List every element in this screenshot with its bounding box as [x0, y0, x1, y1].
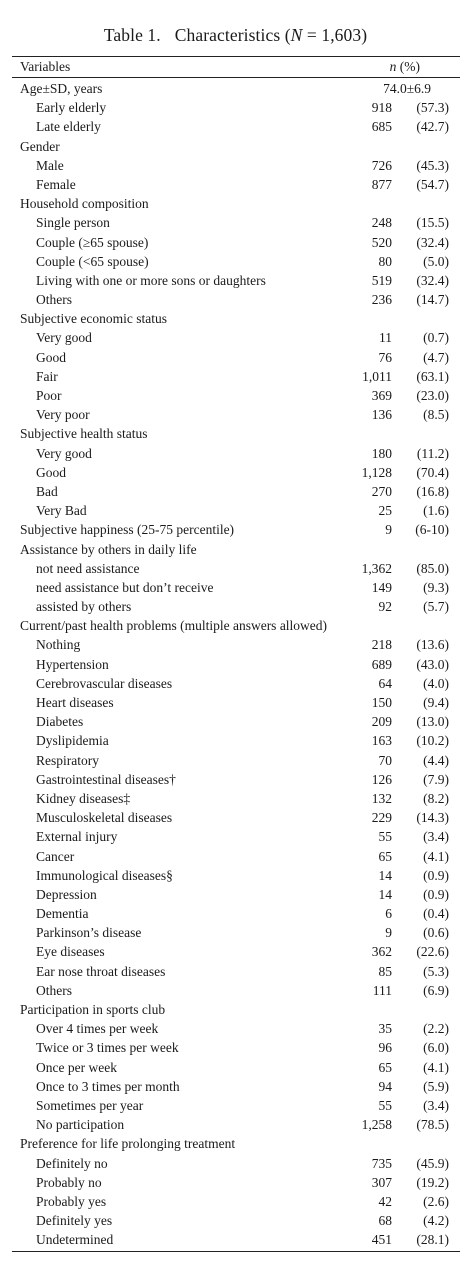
- row-percent: (2.2): [423, 1021, 449, 1037]
- row-label: Male: [36, 157, 64, 173]
- table-row: [12, 98, 460, 117]
- row-count: 236: [371, 292, 392, 308]
- row-count: 35: [378, 1021, 392, 1037]
- row-count: 132: [371, 790, 392, 806]
- row-percent: (45.3): [416, 157, 449, 173]
- row-count: 65: [378, 1059, 392, 1075]
- table-row: [12, 213, 460, 232]
- row-count: 307: [371, 1174, 392, 1190]
- row-label: Cerebrovascular diseases: [36, 675, 173, 691]
- row-percent: (14.3): [416, 810, 449, 826]
- table-row: [12, 444, 460, 463]
- row-label: Dyslipidemia: [36, 733, 109, 749]
- row-count: 136: [371, 407, 392, 423]
- row-label: Ear nose throat diseases: [36, 963, 166, 979]
- row-count: 76: [378, 349, 392, 365]
- row-label: External injury: [36, 829, 118, 845]
- row-count: 92: [378, 599, 392, 615]
- row-label: Poor: [36, 388, 62, 403]
- row-percent: (13.0): [416, 714, 449, 730]
- row-count: 14: [378, 886, 392, 902]
- table-row: [12, 482, 460, 501]
- row-percent: (85.0): [416, 560, 449, 576]
- row-mean-sd: 74.0±6.9: [383, 81, 431, 96]
- row-percent: (4.7): [423, 349, 449, 365]
- row-percent: (42.7): [416, 119, 449, 135]
- caption-n-value: = 1,603): [302, 25, 368, 45]
- table-row: [12, 655, 460, 674]
- row-label: Hypertension: [36, 656, 109, 672]
- table-number: Table 1.: [103, 25, 161, 45]
- row-label: Age±SD, years: [20, 81, 103, 96]
- table-row: [12, 1096, 460, 1115]
- row-percent: (78.5): [416, 1117, 449, 1133]
- row-label: Good: [36, 349, 66, 365]
- row-count: 150: [371, 695, 392, 710]
- table-row: [12, 1115, 460, 1134]
- row-label: Current/past health problems (multiple answers allowed): [20, 618, 328, 634]
- table-group-row: [12, 616, 460, 635]
- row-label: Twice or 3 times per week: [36, 1040, 179, 1056]
- row-label: Depression: [36, 886, 97, 902]
- row-label: Household composition: [20, 196, 149, 212]
- table-row: [12, 1058, 460, 1077]
- table-row: [12, 808, 460, 827]
- row-count: 735: [371, 1155, 392, 1171]
- row-label: Early elderly: [36, 100, 107, 116]
- row-label: Nothing: [36, 637, 81, 653]
- row-label: assisted by others: [36, 599, 132, 615]
- row-count: 6: [385, 906, 392, 922]
- row-count: 689: [371, 656, 392, 672]
- header-pct-symbol: (%): [396, 59, 420, 74]
- row-count: 42: [378, 1193, 392, 1209]
- row-label: Definitely yes: [36, 1213, 113, 1229]
- row-label: Respiratory: [36, 752, 99, 768]
- row-count: 126: [371, 771, 392, 787]
- row-count: 520: [371, 234, 392, 250]
- row-percent: (54.7): [416, 176, 449, 192]
- row-percent: (3.4): [423, 829, 449, 845]
- row-count: 209: [371, 714, 392, 730]
- row-percent: (3.4): [423, 1097, 449, 1113]
- row-label: Immunological diseases§: [36, 867, 173, 883]
- caption-text: Characteristics (: [174, 25, 291, 45]
- row-count: 451: [371, 1232, 392, 1248]
- row-label: Diabetes: [36, 714, 84, 730]
- row-count: 85: [378, 963, 392, 979]
- row-count: 163: [371, 733, 392, 749]
- table-row: [12, 1192, 460, 1211]
- row-percent: (0.7): [423, 330, 449, 346]
- table-group-row: [12, 1000, 460, 1019]
- caption-n-symbol: N: [290, 25, 303, 45]
- row-label: Heart diseases: [36, 695, 114, 710]
- row-label: Gender: [20, 138, 60, 154]
- row-percent: (32.4): [416, 272, 449, 288]
- row-percent: (70.4): [416, 464, 449, 480]
- row-count: 519: [371, 272, 392, 288]
- table-row: [12, 1077, 460, 1096]
- row-count: 362: [371, 944, 392, 960]
- row-count: 1,362: [361, 560, 392, 576]
- row-label: Dementia: [36, 906, 89, 922]
- row-percent: (4.2): [423, 1213, 449, 1229]
- row-count: 65: [378, 848, 392, 864]
- row-percent: (6.9): [423, 982, 449, 998]
- row-label: Subjective happiness (25-75 percentile): [20, 522, 235, 538]
- row-count: 1,128: [361, 464, 392, 480]
- row-label: Parkinson’s disease: [36, 925, 142, 941]
- table-row: [12, 328, 460, 347]
- row-percent: (5.7): [423, 599, 449, 615]
- row-label: Once per week: [36, 1059, 117, 1075]
- row-label: Gastrointestinal diseases†: [36, 771, 176, 787]
- row-percent: (0.4): [423, 906, 449, 922]
- row-percent: (43.0): [416, 656, 449, 672]
- row-percent: (63.1): [416, 368, 449, 384]
- row-label: Participation in sports club: [20, 1002, 166, 1017]
- row-label: Couple (≥65 spouse): [36, 234, 149, 250]
- row-percent: (14.7): [416, 292, 449, 308]
- table-row: [12, 156, 460, 175]
- table-row: [12, 789, 460, 808]
- row-count: 149: [371, 579, 392, 595]
- row-label: Female: [36, 176, 76, 192]
- row-label: Sometimes per year: [36, 1097, 144, 1113]
- row-label: Subjective health status: [20, 426, 148, 442]
- row-count: 111: [372, 982, 392, 998]
- table-row: [12, 252, 460, 271]
- row-percent: (32.4): [416, 234, 449, 250]
- row-percent: (5.3): [423, 963, 449, 979]
- row-percent: (0.6): [423, 925, 449, 941]
- row-label: Undetermined: [36, 1232, 114, 1248]
- row-count: 14: [378, 867, 392, 883]
- row-label: Musculoskeletal diseases: [36, 810, 173, 826]
- table-row: [12, 904, 460, 923]
- row-label: Preference for life prolonging treatment: [20, 1136, 236, 1152]
- row-label: Single person: [36, 215, 110, 231]
- row-label: Fair: [36, 368, 58, 384]
- row-count: 218: [371, 637, 392, 653]
- row-percent: (19.2): [416, 1174, 449, 1190]
- row-percent: (23.0): [416, 388, 449, 403]
- row-count: 1,258: [361, 1117, 392, 1133]
- table-group-row: [12, 1134, 460, 1153]
- table-row: [12, 463, 460, 482]
- row-percent: (8.2): [423, 790, 449, 806]
- row-label: Assistance by others in daily life: [20, 541, 197, 557]
- table-row: [12, 501, 460, 520]
- table-row: [12, 578, 460, 597]
- row-percent: (0.9): [423, 886, 449, 902]
- table-row: [12, 962, 460, 981]
- row-label: Others: [36, 982, 72, 998]
- table-row: [12, 1038, 460, 1057]
- row-percent: (2.6): [423, 1193, 449, 1209]
- row-count: 270: [371, 483, 392, 499]
- row-count: 1,011: [362, 368, 392, 384]
- table-group-row: [12, 79, 460, 98]
- table-group-row: [12, 540, 460, 559]
- table-row: [12, 847, 460, 866]
- table-row: [12, 1019, 460, 1038]
- row-count: 918: [371, 100, 392, 116]
- row-label: Over 4 times per week: [36, 1021, 159, 1037]
- row-percent: (4.1): [423, 1059, 449, 1075]
- table-row: [12, 559, 460, 578]
- row-label: Kidney diseases‡: [36, 790, 131, 806]
- table-row: [12, 885, 460, 904]
- row-percent: (4.4): [423, 752, 449, 768]
- table-row: [12, 367, 460, 386]
- row-label: Probably no: [36, 1174, 102, 1190]
- bottom-rule: [12, 1251, 460, 1252]
- table-row: [12, 751, 460, 770]
- row-percent: (4.1): [423, 848, 449, 864]
- row-percent: (5.9): [423, 1078, 449, 1094]
- table-body: [12, 79, 460, 1249]
- table-row: [12, 1211, 460, 1230]
- row-count: 70: [378, 752, 392, 768]
- table-row: [12, 117, 460, 136]
- row-count: 94: [378, 1078, 392, 1094]
- table-row: [12, 827, 460, 846]
- row-label: Very poor: [36, 407, 90, 423]
- table-group-row: [12, 194, 460, 213]
- row-count: 180: [371, 445, 392, 461]
- table-row: [12, 175, 460, 194]
- row-label: Eye diseases: [36, 944, 105, 960]
- row-percent: (8.5): [423, 407, 449, 423]
- row-percent: (16.8): [416, 483, 449, 499]
- table-row: [12, 271, 460, 290]
- table-row: [12, 981, 460, 1000]
- table-group-row: [12, 137, 460, 156]
- table-group-row: [12, 424, 460, 443]
- table-row: [12, 1154, 460, 1173]
- row-percent: (10.2): [416, 733, 449, 749]
- table-row: [12, 635, 460, 654]
- header-n-symbol: n: [389, 59, 397, 74]
- row-label: Very good: [36, 445, 92, 461]
- row-percent: (7.9): [423, 771, 449, 787]
- row-label: Cancer: [36, 848, 75, 864]
- row-percent: (22.6): [416, 944, 449, 960]
- row-count: 64: [378, 675, 392, 691]
- row-count: 96: [378, 1040, 392, 1056]
- row-percent: (0.9): [423, 867, 449, 883]
- row-count: 55: [378, 829, 392, 845]
- row-label: Late elderly: [36, 119, 101, 135]
- table-row: [12, 1173, 460, 1192]
- row-percent: (13.6): [416, 637, 449, 653]
- table-row: [12, 597, 460, 616]
- row-percent: (45.9): [416, 1155, 449, 1171]
- header-rule: [12, 77, 460, 78]
- row-label: No participation: [36, 1117, 125, 1133]
- header-variables: Variables: [20, 59, 71, 74]
- table-row: [12, 1230, 460, 1249]
- row-percent: (9.3): [423, 579, 449, 595]
- row-count: 80: [378, 253, 392, 269]
- table-row: [12, 386, 460, 405]
- table-group-row: [12, 520, 460, 539]
- table-row: [12, 866, 460, 885]
- row-label: Subjective economic status: [20, 311, 167, 327]
- row-label: need assistance but don’t receive: [36, 579, 214, 595]
- row-count: 68: [378, 1213, 392, 1229]
- row-label: Couple (<65 spouse): [36, 253, 149, 269]
- table-row: [12, 923, 460, 942]
- row-count: 248: [371, 215, 392, 231]
- row-label: Living with one or more sons or daughters: [36, 272, 266, 288]
- row-percent: (9.4): [423, 695, 449, 710]
- row-count: 11: [379, 330, 392, 346]
- table-row: [12, 712, 460, 731]
- row-count: 55: [378, 1097, 392, 1113]
- row-count: 229: [371, 810, 392, 826]
- table-row: [12, 942, 460, 961]
- row-count: 369: [371, 388, 392, 403]
- table-caption: [0, 24, 471, 46]
- row-label: Others: [36, 292, 72, 308]
- row-count: 685: [371, 119, 392, 135]
- row-count: 9: [385, 925, 392, 941]
- row-label: not need assistance: [36, 560, 140, 576]
- row-percent: (6-10): [415, 522, 449, 538]
- row-percent: (11.2): [416, 445, 449, 461]
- row-label: Probably yes: [36, 1193, 107, 1209]
- row-percent: (1.6): [423, 503, 449, 519]
- row-percent: (57.3): [416, 100, 449, 116]
- table-group-row: [12, 309, 460, 328]
- table-row: [12, 770, 460, 789]
- table-row: [12, 348, 460, 367]
- row-label: Very Bad: [36, 503, 87, 519]
- row-percent: (4.0): [423, 675, 449, 691]
- row-label: Bad: [36, 483, 58, 499]
- table-row: [12, 405, 460, 424]
- table-row: [12, 233, 460, 252]
- row-percent: (6.0): [423, 1040, 449, 1056]
- row-label: Definitely no: [36, 1155, 108, 1171]
- table-header: [12, 57, 460, 77]
- table-row: [12, 731, 460, 750]
- row-count: 25: [378, 503, 392, 519]
- table-row: [12, 290, 460, 309]
- row-label: Once to 3 times per month: [36, 1078, 180, 1094]
- row-count: 9: [385, 522, 392, 538]
- row-label: Very good: [36, 330, 92, 346]
- row-percent: (28.1): [416, 1232, 449, 1248]
- header-n-pct: [390, 57, 420, 77]
- row-count: 877: [371, 176, 392, 192]
- row-percent: (5.0): [423, 253, 449, 269]
- table-row: [12, 693, 460, 712]
- row-percent: (15.5): [416, 215, 449, 231]
- row-count: 726: [371, 157, 392, 173]
- table-row: [12, 674, 460, 693]
- row-label: Good: [36, 464, 66, 480]
